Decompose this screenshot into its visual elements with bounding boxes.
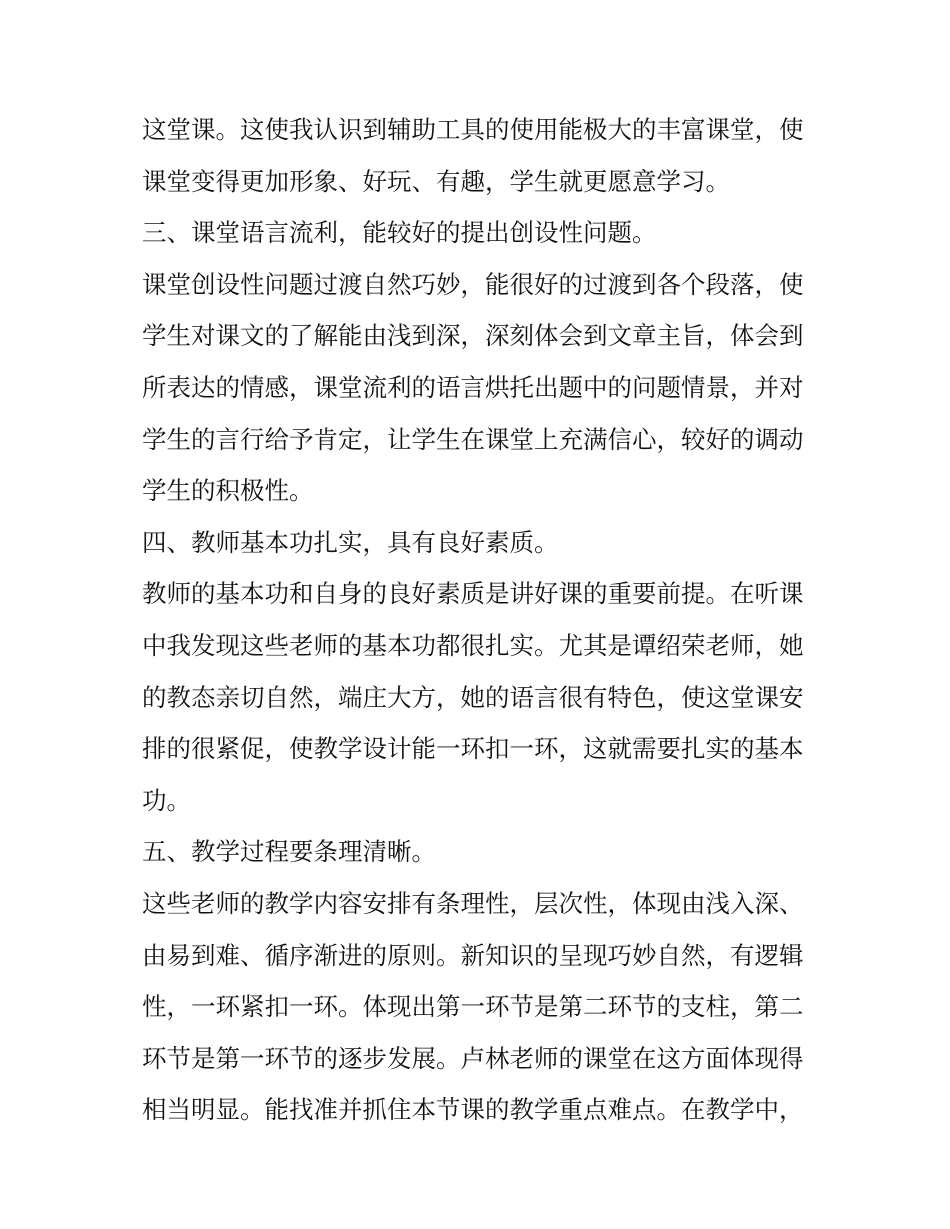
text-line: 中我发现这些老师的基本功都很扎实。尤其是谭绍荣老师，她	[142, 630, 804, 660]
paragraph-continuation	[142, 104, 814, 207]
text-line: 功。	[142, 785, 191, 815]
section-heading-5	[142, 826, 814, 878]
text-line: 教师的基本功和自身的良好素质是讲好课的重要前提。在听课	[142, 579, 804, 609]
text-line: 学生的积极性。	[142, 476, 314, 506]
text-line: 由易到难、循序渐进的原则。新知识的呈现巧妙自然，有逻辑	[142, 940, 804, 970]
text-line: 相当明显。能找准并抓住本节课的教学重点难点。在教学中，	[142, 1095, 804, 1125]
heading-line: 五、教学过程要条理清晰。	[142, 837, 436, 867]
text-line: 所表达的情感，课堂流利的语言烘托出题中的问题情景，并对	[142, 372, 804, 402]
text-line: 排的很紧促，使教学设计能一环扣一环，这就需要扎实的基本	[142, 734, 804, 764]
text-line: 学生的言行给予肯定，让学生在课堂上充满信心，较好的调动	[142, 424, 804, 454]
text-line: 这些老师的教学内容安排有条理性，层次性，体现由浅入深、	[142, 888, 804, 918]
paragraph-teacher-skills	[142, 568, 814, 826]
text-line: 学生对课文的了解能由浅到深，深刻体会到文章主旨，体会到	[142, 321, 804, 351]
text-line: 的教态亲切自然，端庄大方，她的语言很有特色，使这堂课安	[142, 682, 804, 712]
paragraph-language	[142, 259, 814, 517]
heading-line: 四、教师基本功扎实，具有良好素质。	[142, 527, 559, 557]
paragraph-teaching-process	[142, 878, 814, 1136]
heading-line: 三、课堂语言流利，能较好的提出创设性问题。	[142, 218, 657, 248]
text-line: 课堂创设性问题过渡自然巧妙，能很好的过渡到各个段落，使	[142, 269, 804, 299]
section-heading-3	[142, 207, 814, 259]
text-line: 课堂变得更加形象、好玩、有趣，学生就更愿意学习。	[142, 166, 730, 196]
text-line: 环节是第一环节的逐步发展。卢林老师的课堂在这方面体现得	[142, 1043, 804, 1073]
section-heading-4	[142, 517, 814, 569]
text-line: 这堂课。这使我认识到辅助工具的使用能极大的丰富课堂，使	[142, 115, 804, 144]
text-line: 性，一环紧扣一环。体现出第一环节是第二环节的支柱，第二	[142, 992, 804, 1022]
document-body	[142, 104, 814, 1136]
